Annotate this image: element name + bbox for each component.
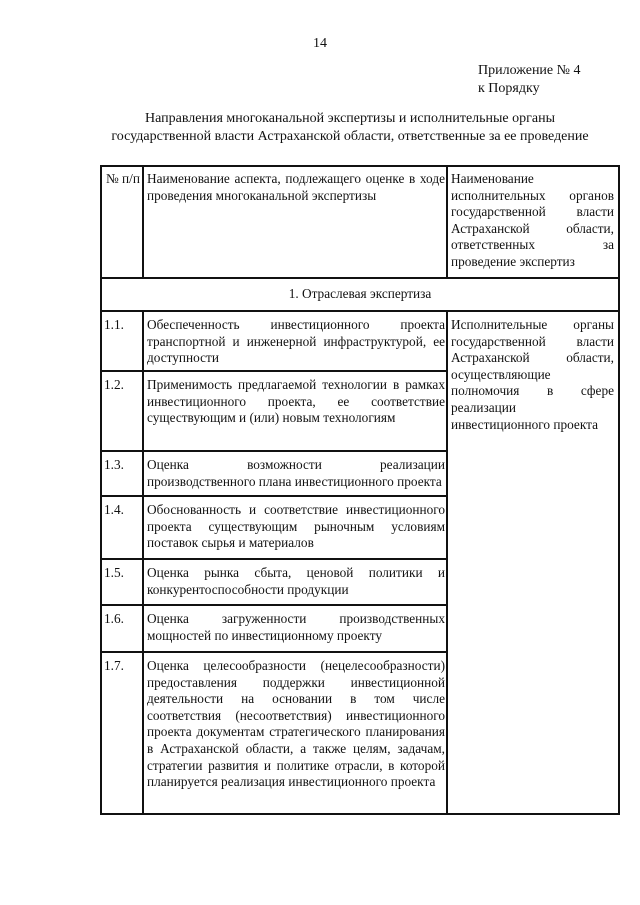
table-rule (446, 310, 448, 815)
section-title: 1. Отраслевая экспертиза (288, 286, 432, 301)
table-rule (100, 165, 102, 815)
row-aspect: Оценка целесообразности (нецелесообразности) предоставления поддержки инвестиционной деятельности на основании в том числе соответствия (несоответствия) инвестиционного проекта документам стратегического планирования в Астраханской области, а также целям, задачам, стратегии развития и политике отрасли, в которой планируется реализация инвестиционного проекта (147, 658, 445, 790)
table-rule (100, 370, 446, 372)
table-rule (100, 558, 446, 560)
row-aspect: Обеспеченность инвестиционного проекта транспортной и инженерной инфраструктурой, ее доступности (147, 317, 445, 366)
row-aspect: Обоснованность и соответствие инвестиционного проекта существующим рыночным условиям поставок сырья и материалов (147, 502, 445, 551)
table-rule (100, 813, 620, 815)
row-num: 1.5. (104, 565, 124, 580)
table-rule (446, 165, 448, 278)
table-rule (142, 310, 144, 815)
table-rule (100, 277, 620, 279)
appendix-label (478, 62, 581, 98)
row-aspect: Оценка возможности реализации производственного плана инвестиционного проекта (147, 457, 445, 489)
row-aspect: Оценка загруженности производственных мощностей по инвестиционному проекту (147, 611, 445, 643)
table-rule (100, 450, 446, 452)
row-aspect: Оценка рынка сбыта, ценовой политики и конкурентоспособности продукции (147, 565, 445, 597)
table-rule (100, 604, 446, 606)
expertise-table (100, 165, 620, 815)
table-rule (142, 165, 144, 278)
row-num: 1.7. (104, 658, 124, 673)
table-rule (100, 310, 620, 312)
header-num: № п/п (106, 171, 140, 186)
table-rule (618, 165, 620, 815)
row-num: 1.4. (104, 502, 124, 517)
appendix-line-2: к Порядку (478, 81, 540, 96)
row-num: 1.2. (104, 377, 124, 392)
table-rule (100, 165, 620, 167)
row-num: 1.3. (104, 457, 124, 472)
header-aspect: Наименование аспекта, подлежащего оценке в ходе проведения многоканальной экспертизы (147, 171, 445, 203)
row-num: 1.1. (104, 317, 124, 332)
appendix-line-1: Приложение № 4 (478, 63, 581, 78)
table-rule (100, 651, 446, 653)
document-title: Направления многоканальной экспертизы и исполнительные органы государственной власти Астраханской области, ответственные за ее проведение (111, 111, 589, 144)
page-number: 14 (313, 36, 327, 51)
row-aspect: Применимость предлагаемой технологии в рамках инвестиционного проекта, ее соответствие существующим и (или) новым технологиям (147, 377, 445, 426)
table-rule (100, 495, 446, 497)
responsible-organ: Исполнительные органы государственной власти Астраханской области, осуществляющие полномочия в сфере реализации инвестиционного проекта (451, 317, 614, 432)
row-num: 1.6. (104, 611, 124, 626)
header-organ: Наименование исполнительных органов государственной власти Астраханской области, ответственных за проведение экспертиз (451, 171, 614, 269)
